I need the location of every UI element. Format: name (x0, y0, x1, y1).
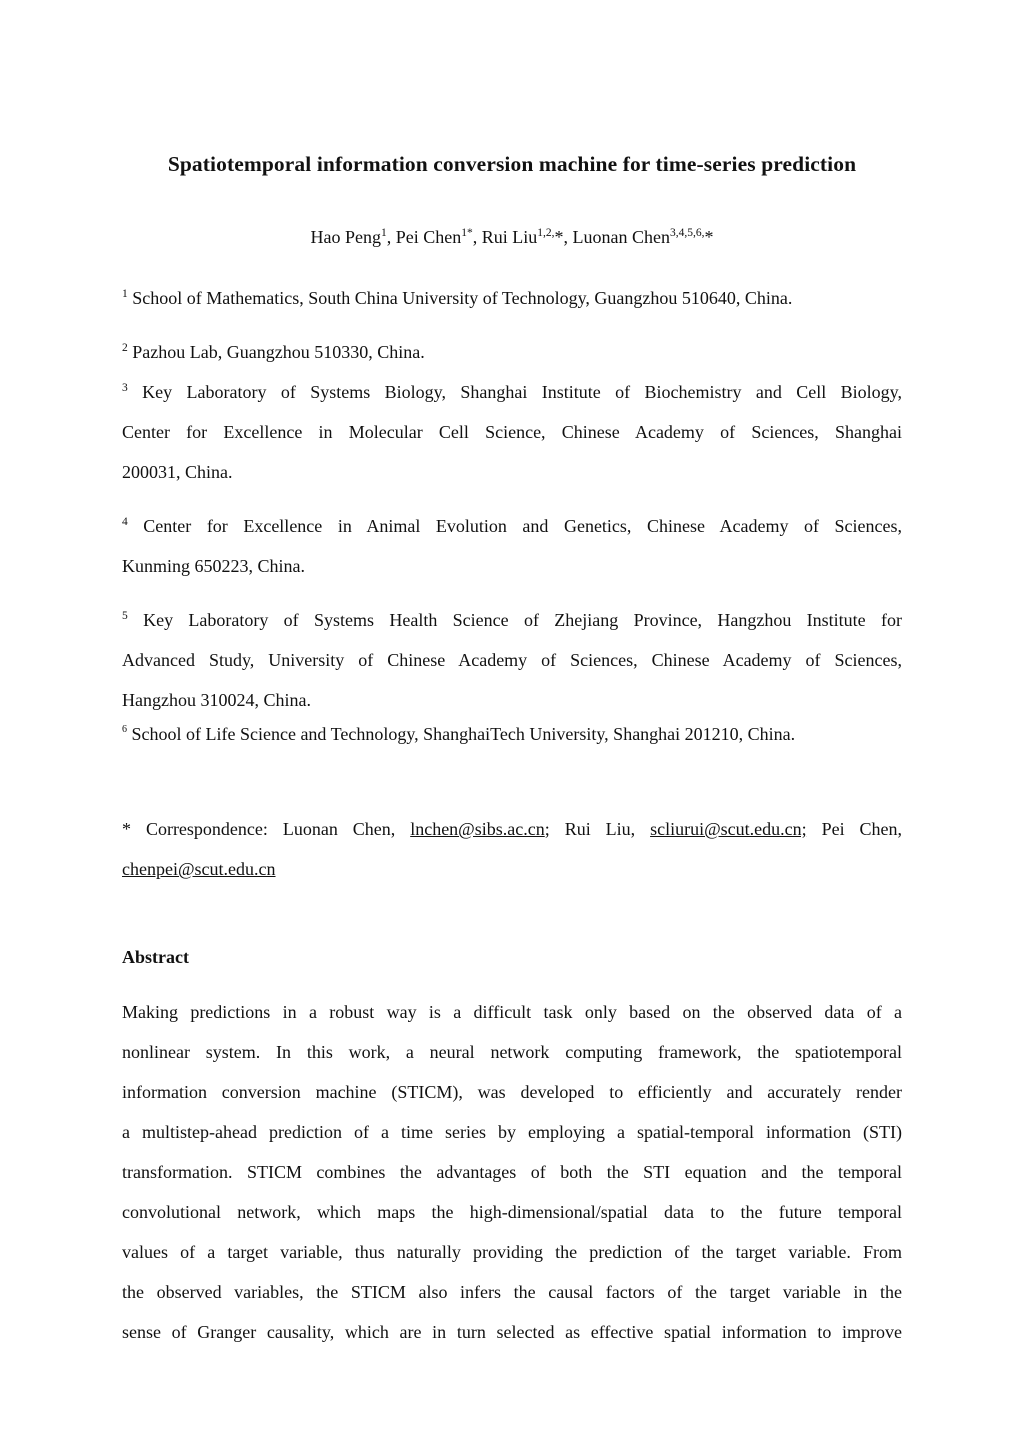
email-link-pei-chen[interactable]: chenpei@scut.edu.cn (122, 859, 276, 879)
correspondence-line-2 (122, 849, 902, 889)
affiliation-3-line-3: 200031, China. (122, 462, 233, 482)
affiliation-4-line-1: $^4$ Center for Excellence in Animal Evolution and Genetics, Chinese Academy of Sciences, (122, 516, 902, 536)
paper-title: Spatiotemporal information conversion machine for time-series prediction (167, 152, 857, 176)
abstract-line: convolutional network, which maps the high-dimensional/spatial data to the future temporal (122, 1202, 902, 1222)
abstract-heading: Abstract (122, 947, 189, 967)
correspondence-line-1: * Correspondence: Luonan Chen, lnchen@sibs.ac.cn; Rui Liu, scliurui@scut.edu.cn; Pei Chen, (122, 819, 902, 839)
affiliation-4-line-2: Kunming 650223, China. (122, 556, 305, 576)
abstract-line: the observed variables, the STICM also infers the causal factors of the target variable in the (122, 1282, 902, 1302)
affiliation-3-line-1: $^3$ Key Laboratory of Systems Biology, Shanghai Institute of Biochemistry and Cell Biology, (122, 382, 902, 402)
abstract-line: Making predictions in a robust way is a difficult task only based on the observed data of a (122, 1002, 902, 1022)
author-name: Rui Liu (481, 227, 538, 247)
affiliation-3-line-2: Center for Excellence in Molecular Cell Science, Chinese Academy of Sciences, Shanghai (122, 422, 902, 442)
author-name: Hao Peng (310, 227, 381, 247)
abstract-line: transformation. STICM combines the advantages of both the STI equation and the temporal (122, 1162, 902, 1182)
corresponding-star: * (704, 227, 714, 247)
author-line: Hao Peng$^1$, Pei Chen$^{1*}$, Rui Liu$^{1,2,}$*, Luonan Chen$^{3,4,5,6,}$* (310, 227, 714, 247)
affiliation-1: $^1$ School of Mathematics, South China University of Technology, Guangzhou 510640, China. (122, 288, 793, 308)
affiliation-5-line-3: Hangzhou 310024, China. (122, 690, 311, 710)
abstract-line: sense of Granger causality, which are in turn selected as effective spatial information to improve (122, 1322, 902, 1342)
abstract-line: nonlinear system. In this work, a neural network computing framework, the spatiotemporal (122, 1042, 902, 1062)
affiliation-2: $^2$ Pazhou Lab, Guangzhou 510330, China. (122, 342, 425, 362)
author-affiliation-marker: 1,2, (537, 227, 555, 239)
abstract-line: values of a target variable, thus naturally providing the prediction of the target variable. From (122, 1242, 902, 1262)
author-affiliation-marker: 1* (461, 227, 473, 239)
affiliation-6: $^6$ School of Life Science and Technology, ShanghaiTech University, Shanghai 201210, China. (122, 724, 796, 744)
abstract-line: information conversion machine (STICM), was developed to efficiently and accurately render (122, 1082, 902, 1102)
affiliation-5-line-2: Advanced Study, University of Chinese Academy of Sciences, Chinese Academy of Sciences, (122, 650, 902, 670)
email-link-liu[interactable]: scliurui@scut.edu.cn; (650, 819, 807, 839)
author-affiliation-marker: 1 (381, 227, 387, 239)
author-affiliation-marker: 3,4,5,6, (670, 227, 705, 239)
author-name: Pei Chen (395, 227, 462, 247)
email-link-chen[interactable]: lnchen@sibs.ac.cn (410, 819, 545, 839)
author-name: Luonan Chen (572, 227, 670, 247)
corresponding-star: * (554, 227, 564, 247)
affiliation-5-line-1: $^5$ Key Laboratory of Systems Health Science of Zhejiang Province, Hangzhou Institute for (122, 610, 902, 630)
abstract-line: a multistep-ahead prediction of a time series by employing a spatial-temporal information (STI) (122, 1122, 902, 1142)
